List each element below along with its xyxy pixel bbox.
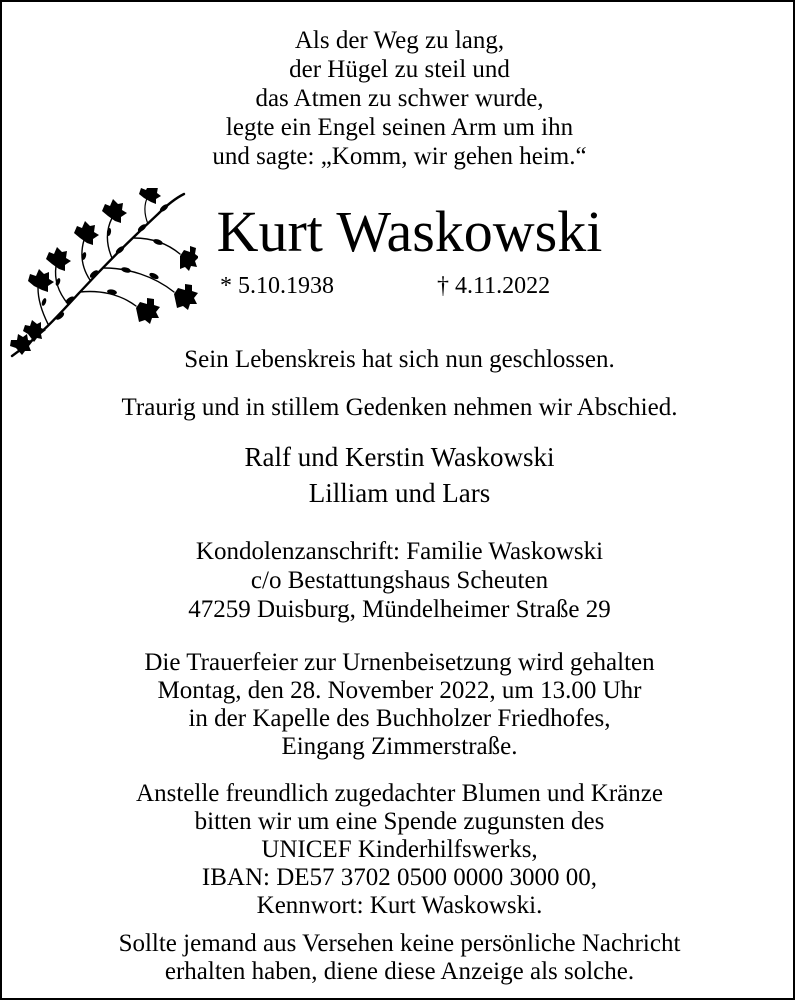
ceremony-line: in der Kapelle des Buchholzer Friedhofes, xyxy=(188,705,611,732)
address-line: 47259 Duisburg, Mündelheimer Straße 29 xyxy=(188,596,611,623)
address-line: Kondolenzanschrift: Familie Waskowski xyxy=(195,538,604,565)
poem-line: der Hügel zu steil und xyxy=(289,56,510,83)
donation-line: IBAN: DE57 3702 0500 0000 3000 00, xyxy=(201,864,598,891)
ceremony-line: Die Trauerfeier zur Urnenbeisetzung wird gehalten xyxy=(144,649,655,676)
closing-note xyxy=(2,930,795,986)
birth-date: * 5.10.1938 xyxy=(220,273,334,299)
statement-line: Traurig und in stillem Gedenken nehmen wir Abschied. xyxy=(121,394,678,421)
ceremony-info xyxy=(2,649,795,761)
statement-line: Sein Lebenskreis hat sich nun geschlossen. xyxy=(184,346,615,373)
donation-line: Anstelle freundlich zugedachter Blumen und Kränze xyxy=(136,780,663,807)
family-names xyxy=(2,439,795,511)
address-line: c/o Bestattungshaus Scheuten xyxy=(250,567,549,594)
closing-line: Sollte jemand aus Versehen keine persönliche Nachricht xyxy=(118,930,681,957)
poem-line: das Atmen zu schwer wurde, xyxy=(255,85,544,112)
ceremony-line: Eingang Zimmerstraße. xyxy=(281,733,518,760)
deceased-name: Kurt Waskowski xyxy=(216,199,603,264)
donation-line: bitten wir um eine Spende zugunsten des xyxy=(194,808,605,835)
condolence-address xyxy=(2,537,795,624)
poem xyxy=(2,26,795,171)
ceremony-line: Montag, den 28. November 2022, um 13.00 Uhr xyxy=(157,677,642,704)
family-line: Ralf und Kerstin Waskowski xyxy=(244,442,555,472)
donation-line: Kennwort: Kurt Waskowski. xyxy=(256,892,543,919)
poem-line: legte ein Engel seinen Arm um ihn xyxy=(225,114,574,141)
donation-line: UNICEF Kinderhilfswerks, xyxy=(261,836,538,863)
family-line: Lilliam und Lars xyxy=(308,478,491,508)
donation-info xyxy=(2,780,795,920)
poem-line: Als der Weg zu lang, xyxy=(294,27,505,54)
closing-line: erhalten haben, diene diese Anzeige als solche. xyxy=(164,958,635,985)
poem-line: und sagte: „Komm, wir gehen heim.“ xyxy=(212,143,587,170)
death-date: † 4.11.2022 xyxy=(437,273,551,299)
